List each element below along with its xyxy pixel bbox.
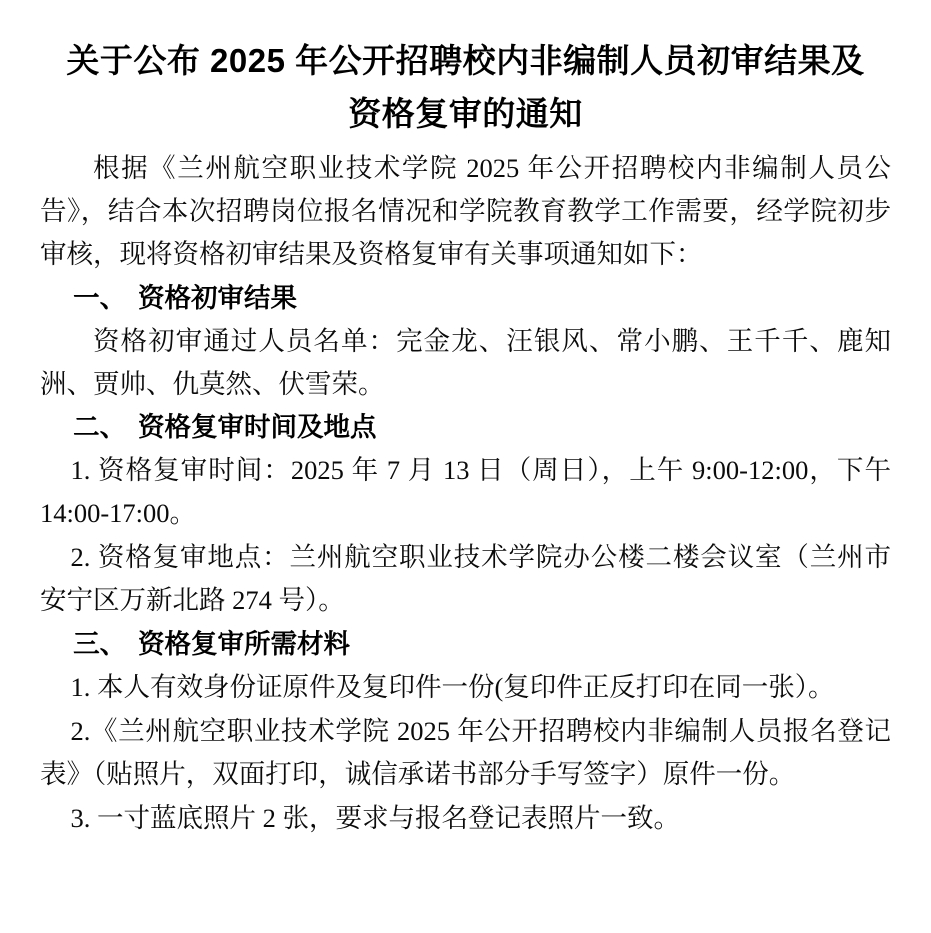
section-heading-2	[40, 406, 891, 449]
section-3-number: 三、	[73, 629, 127, 660]
section-2-title: 资格复审时间及地点	[138, 412, 377, 443]
section-3-paragraph-1: 1. 本人有效身份证原件及复印件一份(复印件正反打印在同一张）。	[70, 671, 835, 702]
section-2-paragraph-1: 1. 资格复审时间：2025 年 7 月 13 日（周日），上午 9:00-12:00，下午 14:00-17:00。	[40, 455, 891, 529]
intro-paragraph: 根据《兰州航空职业技术学院 2025 年公开招聘校内非编制人员公告》，结合本次招聘岗位报名情况和学院教育教学工作需要，经学院初步审核，现将资格初审结果及资格复审有关事项通知如下：	[40, 152, 891, 269]
section-3-paragraph-3: 3. 一寸蓝底照片 2 张，要求与报名登记表照片一致。	[70, 802, 680, 833]
page-title: 关于公布 2025 年公开招聘校内非编制人员初审结果及资格复审的通知	[66, 42, 865, 133]
section-3-title: 资格复审所需材料	[138, 629, 351, 660]
section-2-number: 二、	[73, 412, 127, 443]
section-1-number: 一、	[73, 282, 127, 313]
section-heading-1	[40, 277, 891, 320]
section-3-paragraph-2: 2.《兰州航空职业技术学院 2025 年公开招聘校内非编制人员报名登记表》（贴照片，双面打印，诚信承诺书部分手写签字）原件一份。	[40, 715, 891, 789]
section-1-title: 资格初审结果	[138, 282, 298, 313]
section-heading-3	[40, 623, 891, 666]
section-2-paragraph-2: 2. 资格复审地点：兰州航空职业技术学院办公楼二楼会议室（兰州市安宁区万新北路 274 号）。	[40, 542, 891, 616]
section-1-paragraph-1: 资格初审通过人员名单：完金龙、汪银风、常小鹏、王千千、鹿知洲、贾帅、仇莫然、伏雪荣。	[40, 325, 891, 399]
